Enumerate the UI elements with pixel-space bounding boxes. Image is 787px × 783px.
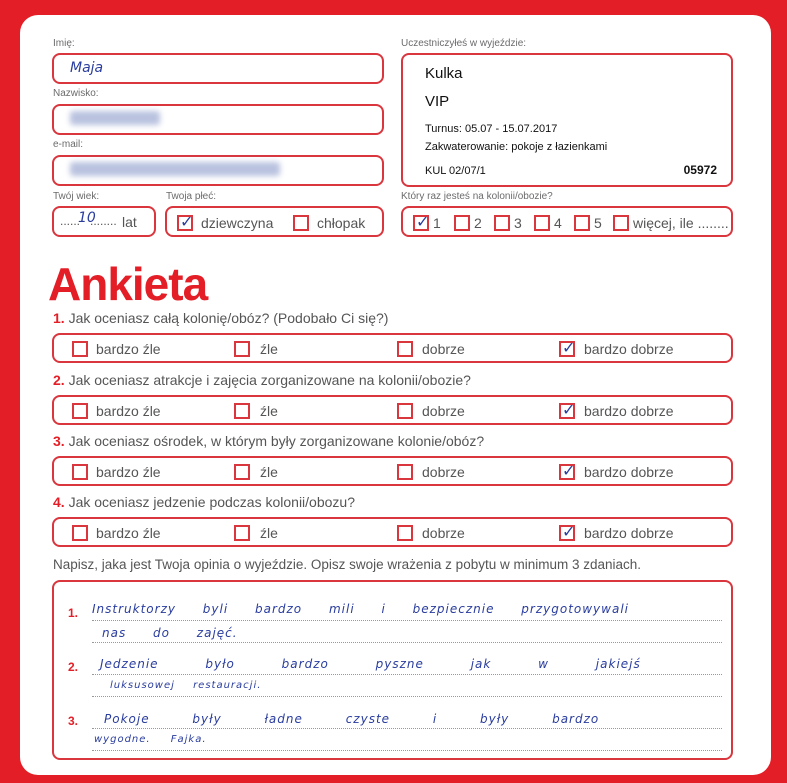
q4-checkbox-good[interactable] [397, 525, 413, 541]
question-1-text: Jak oceniasz całą kolonię/obóz? (Podobało Ci się?) [68, 310, 389, 326]
question-2-number: 2. [53, 372, 65, 388]
checkmark-icon: ✓ [562, 338, 576, 357]
q4-checkbox-very-bad[interactable] [72, 525, 88, 541]
opinion-line-3: Jedzenie było bardzo pyszne jak w jakiejś [100, 657, 641, 671]
q2-checkbox-good[interactable] [397, 403, 413, 419]
survey-title: Ankieta [48, 258, 208, 310]
q2-checkbox-very-bad[interactable] [72, 403, 88, 419]
question-4-number: 4. [53, 494, 65, 510]
age-field[interactable] [52, 206, 156, 237]
surname-redacted [70, 111, 160, 125]
writing-line [92, 642, 722, 643]
times-label: Który raz jesteś na kolonii/obozie? [401, 191, 553, 202]
times-checkbox-4[interactable] [534, 215, 550, 231]
q2-option-good: dobrze [422, 403, 465, 419]
question-1-options [52, 333, 733, 363]
question-1-number: 1. [53, 310, 65, 326]
accommodation-value: pokoje z łazienkami [511, 141, 608, 153]
gender-option-boy: chłopak [317, 215, 366, 231]
times-checkbox-1[interactable] [413, 212, 430, 231]
writing-line [92, 696, 722, 697]
name-value: Maja [70, 60, 104, 76]
question-3-options [52, 456, 733, 486]
opinion-number-2: 2. [68, 660, 79, 674]
accommodation-label: Zakwaterowanie: [425, 141, 509, 153]
trip-type: VIP [425, 93, 450, 110]
trip-code: KUL 02/07/1 [425, 165, 486, 177]
times-checkbox-more[interactable] [613, 215, 629, 231]
trip-info-box [401, 53, 733, 187]
question-2-options [52, 395, 733, 425]
q1-option-very-bad: bardzo źle [96, 341, 161, 357]
q1-option-very-good: bardzo dobrze [584, 341, 674, 357]
q2-option-very-bad: bardzo źle [96, 403, 161, 419]
q2-option-very-good: bardzo dobrze [584, 403, 674, 419]
age-label: Twój wiek: [53, 191, 100, 202]
q2-checkbox-bad[interactable] [234, 403, 250, 419]
times-field [401, 206, 733, 237]
gender-checkbox-girl[interactable] [177, 212, 194, 231]
question-3-number: 3. [53, 433, 65, 449]
opinion-line-5: Pokoje były ładne czyste i były bardzo [104, 712, 600, 726]
name-label: Imię: [53, 38, 75, 49]
times-checkbox-2[interactable] [454, 215, 470, 231]
age-unit: lat [122, 214, 137, 230]
checkmark-icon: ✓ [180, 212, 194, 231]
q4-checkbox-bad[interactable] [234, 525, 250, 541]
opinion-number-3: 3. [68, 714, 79, 728]
q4-checkbox-very-good[interactable] [559, 522, 576, 541]
question-1 [53, 310, 388, 326]
checkmark-icon: ✓ [562, 461, 576, 480]
q4-option-good: dobrze [422, 525, 465, 541]
q1-option-bad: źle [260, 341, 278, 357]
name-field[interactable] [52, 53, 384, 84]
email-redacted [70, 162, 280, 176]
checkmark-icon: ✓ [416, 212, 430, 231]
checkmark-icon: ✓ [562, 400, 576, 419]
q3-checkbox-very-good[interactable] [559, 461, 576, 480]
question-2-text: Jak oceniasz atrakcje i zajęcia zorganizowane na kolonii/obozie? [68, 372, 471, 388]
writing-line [92, 728, 722, 729]
question-3-text: Jak oceniasz ośrodek, w którym były zorganizowane kolonie/obóz? [68, 433, 485, 449]
q3-option-good: dobrze [422, 464, 465, 480]
q1-checkbox-good[interactable] [397, 341, 413, 357]
question-4-text: Jak oceniasz jedzenie podczas kolonii/obozu? [68, 494, 355, 510]
q3-option-very-bad: bardzo źle [96, 464, 161, 480]
q4-option-bad: źle [260, 525, 278, 541]
opinion-number-1: 1. [68, 606, 79, 620]
gender-label: Twoja płeć: [166, 191, 217, 202]
gender-field [165, 206, 384, 237]
opinion-box[interactable] [52, 580, 733, 760]
writing-line [92, 750, 722, 751]
question-4 [53, 494, 355, 510]
turnus-value: 05.07 - 15.07.2017 [464, 123, 558, 135]
q3-option-very-good: bardzo dobrze [584, 464, 674, 480]
email-field[interactable] [52, 155, 384, 186]
times-option-1: 1 [433, 215, 441, 231]
opinion-line-2: nas do zajęć. [102, 626, 238, 640]
opinion-line-1: Instruktorzy byli bardzo mili i bezpiecznie przygotowywali [92, 602, 629, 616]
q1-checkbox-bad[interactable] [234, 341, 250, 357]
age-prefix: ...... [60, 214, 81, 228]
opinion-line-6: wygodne. Fajka. [94, 734, 207, 745]
email-label: e-mail: [53, 139, 84, 150]
times-option-4: 4 [554, 215, 562, 231]
trip-number: 05972 [683, 163, 717, 177]
times-checkbox-3[interactable] [494, 215, 510, 231]
q3-option-bad: źle [260, 464, 278, 480]
q4-option-very-bad: bardzo źle [96, 525, 161, 541]
times-option-5: 5 [594, 215, 602, 231]
q1-checkbox-very-bad[interactable] [72, 341, 88, 357]
q4-option-very-good: bardzo dobrze [584, 525, 674, 541]
times-option-2: 2 [474, 215, 482, 231]
surname-field[interactable] [52, 104, 384, 135]
gender-checkbox-boy[interactable] [293, 215, 309, 231]
question-2 [53, 372, 471, 388]
q3-checkbox-good[interactable] [397, 464, 413, 480]
turnus-label: Turnus: [425, 123, 462, 135]
question-4-options [52, 517, 733, 547]
survey-card [20, 15, 771, 775]
surname-label: Nazwisko: [53, 88, 99, 99]
opinion-line-4: luksusowej restauracji. [110, 680, 262, 691]
q1-checkbox-very-good[interactable] [559, 338, 576, 357]
times-option-3: 3 [514, 215, 522, 231]
opinion-prompt: Napisz, jaka jest Twoja opinia o wyjeździe. Opisz swoje wrażenia z pobytu w minimum 3 zdaniach. [53, 557, 642, 572]
times-option-more: więcej, ile ........ [633, 215, 729, 231]
participant-label: Uczestniczyłeś w wyjeździe: [401, 38, 527, 49]
times-checkbox-5[interactable] [574, 215, 590, 231]
writing-line [92, 620, 722, 621]
gender-option-girl: dziewczyna [201, 215, 274, 231]
writing-line [92, 674, 722, 675]
q2-checkbox-very-good[interactable] [559, 400, 576, 419]
question-3 [53, 433, 484, 449]
checkmark-icon: ✓ [562, 522, 576, 541]
q3-checkbox-very-bad[interactable] [72, 464, 88, 480]
q3-checkbox-bad[interactable] [234, 464, 250, 480]
age-suffix: ........ [90, 214, 117, 228]
q1-option-good: dobrze [422, 341, 465, 357]
age-value: 10 [78, 210, 96, 226]
q2-option-bad: źle [260, 403, 278, 419]
trip-name: Kulka [425, 65, 463, 82]
